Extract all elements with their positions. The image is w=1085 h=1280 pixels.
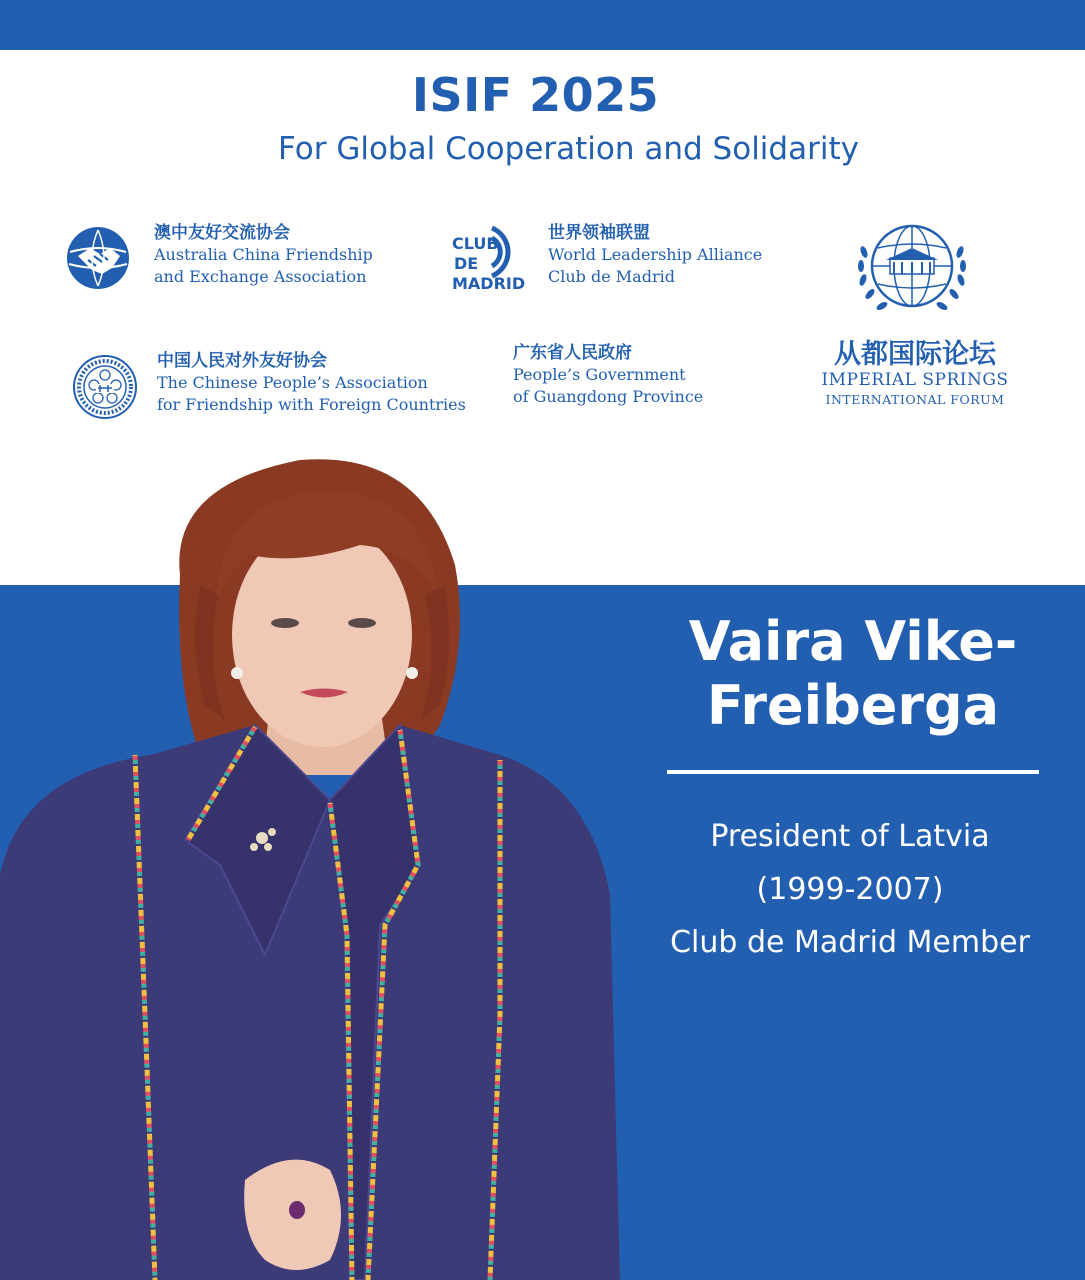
arc-icon [484, 222, 530, 282]
partner-en-line1: World Leadership Alliance [548, 245, 763, 264]
logo-word: CLUB [452, 234, 499, 253]
page-subtitle: For Global Cooperation and Solidarity [278, 131, 859, 167]
name-underline [667, 770, 1039, 774]
top-bar [0, 0, 1085, 50]
globe-laurel-icon [852, 218, 972, 320]
partner-en-line2: and Exchange Association [154, 267, 367, 286]
partner-en-line1: IMPERIAL SPRINGS [821, 370, 1009, 390]
club-de-madrid-icon [450, 222, 530, 292]
partner-en-line1: People’s Government [513, 365, 686, 384]
cpaffc-seal-icon [72, 354, 138, 420]
speaker-role [630, 810, 1070, 969]
logo-word: DE [454, 254, 479, 273]
partner-zh: 澳中友好交流协会 [154, 223, 290, 243]
logo-word: MADRID [452, 274, 526, 293]
partner-en-line2: INTERNATIONAL FORUM [825, 392, 1005, 407]
speaker-role-line2: (1999-2007) [756, 872, 944, 907]
speaker-role-line1: President of Latvia [710, 819, 990, 854]
speaker-role-line3: Club de Madrid Member [670, 925, 1030, 960]
speaker-name-line2: Freiberga [706, 674, 1000, 737]
partner-en-line2: of Guangdong Province [513, 387, 704, 406]
partner-zh: 广东省人民政府 [513, 343, 632, 363]
speaker-portrait [0, 455, 625, 1280]
partner-zh: 世界领袖联盟 [548, 223, 650, 243]
partner-en-line1: Australia China Friendship [154, 245, 373, 264]
speaker-name-line1: Vaira Vike- [688, 610, 1018, 673]
partner-en-line2: Club de Madrid [548, 267, 675, 286]
speaker-name [640, 610, 1060, 738]
partner-en-line2: for Friendship with Foreign Countries [157, 395, 466, 414]
partner-zh: 中国人民对外友好协会 [157, 351, 327, 371]
partner-en-line1: The Chinese People’s Association [157, 373, 428, 392]
handshake-globe-icon [66, 226, 130, 290]
partner-zh: 从都国际论坛 [834, 339, 996, 370]
page-title: ISIF 2025 [411, 68, 660, 122]
